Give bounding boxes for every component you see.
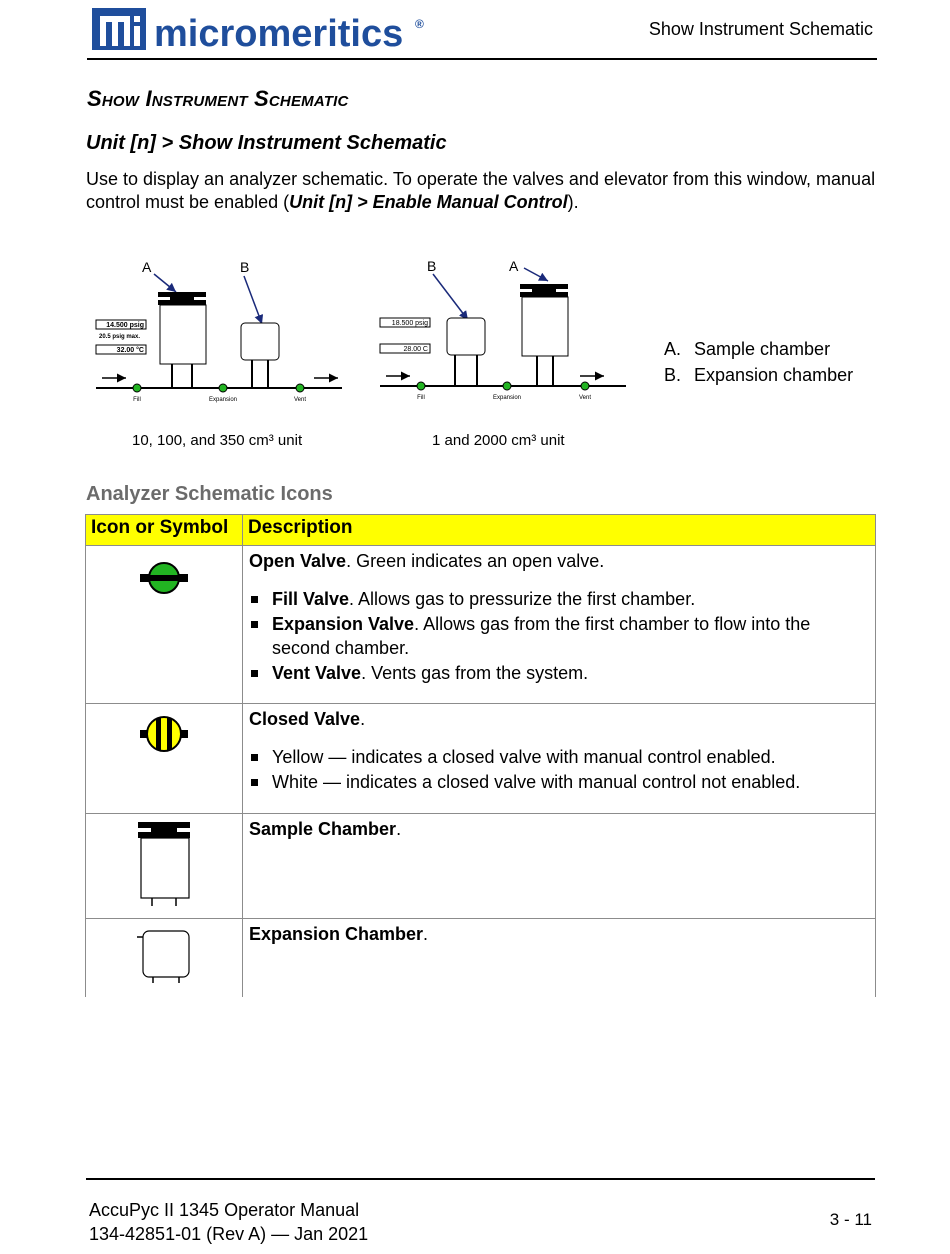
- gas-lines: [380, 355, 626, 386]
- description-cell: [243, 546, 876, 704]
- menu-path-heading: Unit [n] > Show Instrument Schematic: [86, 132, 447, 154]
- bullet-title: Expansion Valve: [272, 614, 415, 634]
- footer-rule: [86, 1178, 875, 1180]
- bullet-text: White — indicates a closed valve with manual control not enabled.: [272, 772, 801, 792]
- logo-wordmark: micromeritics: [154, 13, 404, 52]
- row-text: .: [396, 819, 402, 839]
- header-title: Show Instrument Schematic: [648, 19, 873, 39]
- legend-text: Expansion chamber: [694, 365, 854, 385]
- icon-cell: [86, 814, 243, 919]
- legend-item: [664, 336, 853, 362]
- header-rule: [87, 58, 877, 60]
- row-title: Open Valve: [249, 551, 347, 571]
- expansion-valve: [503, 382, 511, 390]
- footer-document-info: [89, 1198, 368, 1246]
- row-title: Expansion Chamber: [249, 924, 424, 944]
- table-header-row: [86, 515, 876, 546]
- gas-lines: [96, 360, 342, 388]
- label-a: A: [509, 258, 519, 274]
- pressure-readout: 18.500 psig: [391, 320, 428, 327]
- fill-valve: [133, 384, 141, 392]
- label-b: B: [240, 259, 250, 275]
- legend-item: [664, 362, 853, 388]
- intro-menu-path: Unit [n] > Enable Manual Control: [289, 192, 568, 212]
- fill-valve-label: Fill: [417, 395, 425, 401]
- pointer-b: [433, 274, 468, 320]
- bullet-list: [249, 745, 869, 794]
- legend-key: A.: [664, 339, 682, 359]
- intro-text-end: ).: [567, 192, 579, 212]
- schematic-small-unit: [92, 252, 348, 412]
- header-icon-column: Icon or Symbol: [86, 515, 243, 546]
- bullet-list: [249, 587, 869, 685]
- section-title: Analyzer Schematic Icons: [86, 483, 333, 505]
- list-item: [249, 612, 869, 660]
- pointer-b: [244, 276, 262, 324]
- label-a: A: [142, 259, 152, 275]
- list-item: [249, 661, 869, 685]
- expansion-chamber: [447, 318, 485, 355]
- schematic-large-unit: [376, 252, 632, 412]
- table-row: [86, 919, 876, 997]
- pressure-max-readout: 20.5 psig max.: [99, 334, 141, 340]
- row-title: Sample Chamber: [249, 819, 397, 839]
- row-text: .: [423, 924, 429, 944]
- caption-large-unit: 1 and 2000 cm³ unit: [432, 432, 565, 449]
- header-description-column: Description: [243, 515, 876, 546]
- pointer-a: [524, 268, 548, 281]
- intro-text: Use to display an analyzer schematic. To operate the valves and elevator from this window, manual control must be enabled (: [86, 169, 876, 212]
- bullet-text: . Allows gas from the first chamber to flow into the second chamber.: [272, 614, 811, 658]
- row-title: Closed Valve: [249, 709, 361, 729]
- expansion-valve: [219, 384, 227, 392]
- intro-paragraph: [86, 168, 876, 214]
- schematic-icons-table: [85, 514, 876, 997]
- footer-part-number: 134-42851-01 (Rev A) — Jan 2021: [89, 1224, 369, 1244]
- temperature-readout: 28.00 C: [403, 346, 428, 353]
- list-item: [249, 770, 869, 794]
- pointer-a: [154, 274, 176, 292]
- micromeritics-logo: [92, 6, 432, 52]
- bullet-text: . Vents gas from the system.: [361, 663, 589, 683]
- page-number: 3 - 11: [829, 1210, 872, 1229]
- row-text: . Green indicates an open valve.: [346, 551, 605, 571]
- table-row: [86, 814, 876, 919]
- bullet-title: Vent Valve: [272, 663, 362, 683]
- temperature-readout: 32.00 °C: [116, 347, 144, 354]
- label-b: B: [427, 258, 437, 274]
- description-cell: [243, 704, 876, 814]
- table-row: [86, 704, 876, 814]
- sample-chamber: [520, 284, 568, 356]
- fill-valve: [417, 382, 425, 390]
- vent-valve-label: Vent: [293, 397, 307, 403]
- description-cell: [243, 919, 876, 997]
- pressure-readout: 14.500 psig: [106, 322, 144, 329]
- vent-valve: [296, 384, 304, 392]
- expansion-chamber-icon: [135, 929, 193, 989]
- caption-small-unit: 10, 100, and 350 cm³ unit: [132, 432, 303, 449]
- table-row: [86, 546, 876, 704]
- list-item: [249, 745, 869, 769]
- open-valve-icon: [134, 556, 194, 600]
- vent-valve: [581, 382, 589, 390]
- expansion-valve-label: Expansion: [492, 395, 522, 401]
- footer-manual-title: AccuPyc II 1345 Operator Manual: [89, 1200, 360, 1220]
- legend-key: B.: [664, 365, 682, 385]
- expansion-chamber: [241, 323, 279, 360]
- list-item: [249, 587, 869, 611]
- icon-cell: [86, 546, 243, 704]
- closed-valve-icon: [134, 712, 194, 756]
- icon-cell: [86, 919, 243, 997]
- sample-chamber: [158, 292, 206, 364]
- expansion-valve-label: Expansion: [208, 397, 238, 403]
- bullet-text: Yellow — indicates a closed valve with manual control enabled.: [272, 747, 776, 767]
- page-heading: Show Instrument Schematic: [87, 86, 349, 111]
- bullet-title: Fill Valve: [272, 589, 350, 609]
- row-text: .: [360, 709, 366, 729]
- bullet-text: . Allows gas to pressurize the first chamber.: [349, 589, 696, 609]
- icon-cell: [86, 704, 243, 814]
- registered-mark: ®: [415, 17, 424, 31]
- sample-chamber-icon: [136, 820, 192, 910]
- vent-valve-label: Vent: [578, 395, 592, 401]
- description-cell: [243, 814, 876, 919]
- legend-text: Sample chamber: [694, 339, 831, 359]
- fill-valve-label: Fill: [133, 397, 141, 403]
- schematic-legend: [664, 336, 853, 388]
